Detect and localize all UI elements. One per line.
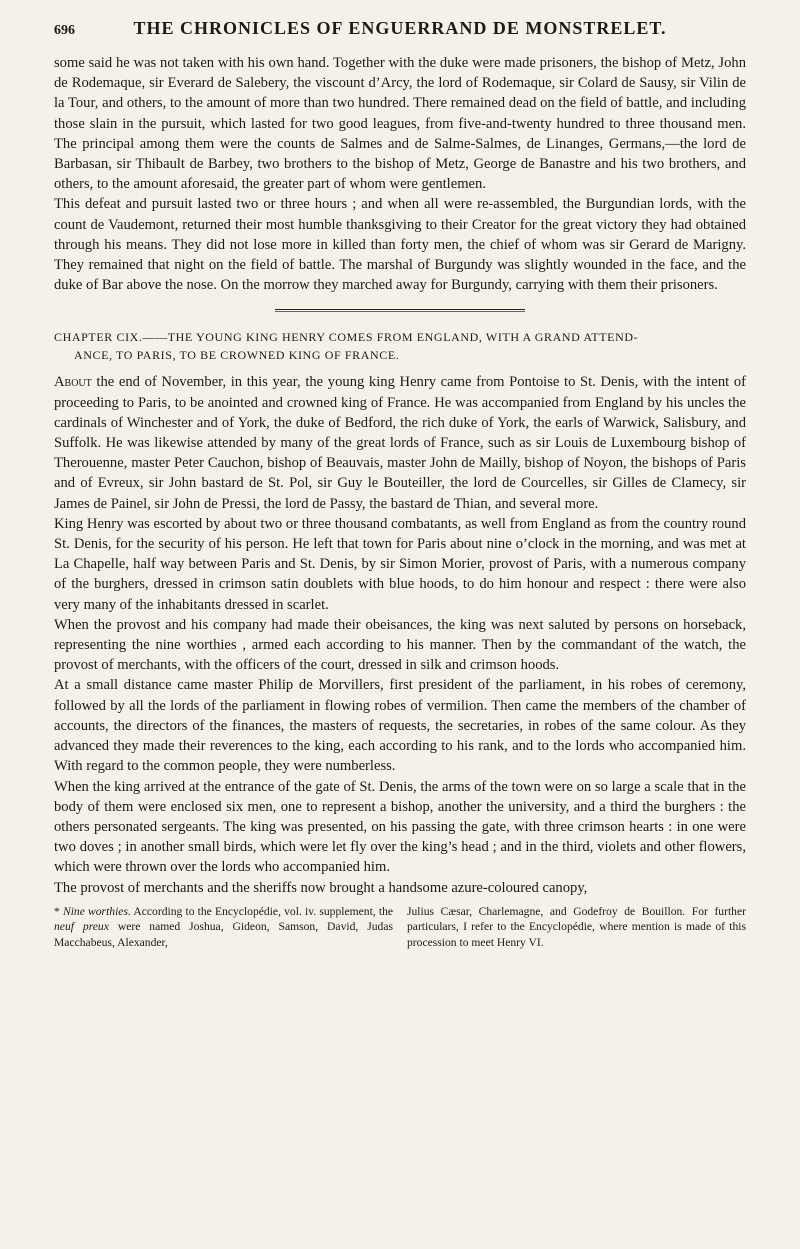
running-title: THE CHRONICLES OF ENGUERRAND DE MONSTRELET. xyxy=(133,18,667,38)
chapter-first-paragraph xyxy=(54,372,746,513)
page-header xyxy=(54,18,746,39)
paragraph: some said he was not taken with his own hand. Together with the duke were made prisoners, the bishop of Metz, John de Rodemaque, sir Everard de Salebery, the viscount d’Arcy, the lord of Rodemaque, sir Colard de Sausy, sir Vilin de la Tour, and others, to the amount of more than two hundred. There remained dead on the field of battle, and including those slain in the pursuit, which lasted for two good leagues, from five-and-twenty hundred to three thousand men. The principal among them were the counts de Salmes and de Salme-Salmes, de Linanges, Germans,—the lord de Barbasan, sir Thibault de Barbey, two brothers to the bishop of Metz, George de Banastre and his two brothers, and others, to the amount aforesaid, the greater part of whom were gentlemen. xyxy=(54,55,746,193)
page-number: 696 xyxy=(54,23,75,38)
paragraph: When the provost and his company had made their obeisances, the king was next saluted by persons on horseback, representing the nine worthies , armed each according to his manner. Then by the commandant of the watch, the provost of merchants, with the officers of the court, dressed in silk and crimson hoods. xyxy=(54,616,746,674)
footnote-marker: * xyxy=(54,904,63,918)
first-paragraph-text: the end of November, in this year, the young king Henry came from Pontoise to St. Denis, with the intent of proceeding to Paris, to be anointed and crowned king of France. He was accompanied from England by his uncles the cardinals of Winchester and of York, the duke of Bedford, the rich duke of York, the earls of Warwick, Salisbury, and Suffolk. He was likewise attended by many of the great lords of France, such as sir Louis de Luxembourg bishop of Therouenne, master Peter Cauchon, bishop of Beauvais, master John de Mailly, bishop of Noyon, the bishops of Paris and of Evreux, sir John bastard de St. Pol, sir Guy le Bouteiller, the lord de Courcelles, sir Gilles de Clamecy, sir James de Painel, sir John de Pressi, the lord de Passy, the bastard de Thian, and several more. xyxy=(54,374,746,512)
paragraph: When the king arrived at the entrance of the gate of St. Denis, the arms of the town were on so large a scale that in the body of them were enclosed six men, one to represent a bishop, another the university, and a third the burghers : the others personated sergeants. The king was presented, on his passing the gate, with three crimson hearts : in one were two doves ; in another small birds, which were let fly over the king’s head ; and in the third, violets and other flowers, which were thrown over the lords who accompanied him. xyxy=(54,778,746,876)
footnote-term: Nine worthies. xyxy=(62,904,131,918)
footnote-term-emphasis: neuf preux xyxy=(54,920,109,934)
footnote-column-1 xyxy=(54,904,393,951)
paragraph: The provost of merchants and the sheriffs now brought a handsome azure-coloured canopy, xyxy=(54,879,588,896)
chapter-heading-line1: CHAPTER CIX.——THE YOUNG KING HENRY COMES FROM ENGLAND, WITH A GRAND ATTEND- xyxy=(54,330,639,345)
footnote xyxy=(54,904,746,951)
lead-word: About xyxy=(54,374,92,391)
section-divider xyxy=(275,309,525,312)
chapter-heading xyxy=(54,328,746,364)
paragraph: At a small distance came master Philip de Morvillers, first president of the parliament, in his robes of ceremony, followed by all the lords of the parliament in flowing robes of vermilion. Then came the members of the chamber of accounts, the directors of the finances, the masters of requests, the secretaries, in robes of the same colour. As they advanced they made their reverences to the king, each according to his rank, and to the lords who accompanied him. With regard to the common people, they were numberless. xyxy=(54,677,746,775)
paragraph: This defeat and pursuit lasted two or three hours ; and when all were re-assembled, the Burgundian lords, with the count de Vaudemont, returned their most humble thanksgiving to their Creator for the great victory they had obtained through his means. They did not lose more in killed than forty men, the chief of whom was sir Gerard de Marigny. They remained that night on the field of battle. The marshal of Burgundy was slightly wounded in the face, and the duke of Bar above the nose. On the morrow they marched away for Burgundy, carrying with them their prisoners. xyxy=(54,196,746,294)
footnote-column-2: Julius Cæsar, Charlemagne, and Godefroy de Bouillon. For further particulars, I refer to the Encyclopédie, where mention is made of this procession to meet Henry VI. xyxy=(407,904,746,949)
paragraph: King Henry was escorted by about two or three thousand combatants, as well from England as from the country round St. Denis, for the security of his person. He left that town for Paris about nine o’clock in the morning, and was met at La Chapelle, half way between Paris and St. Denis, by sir Simon Morier, provost of Paris, with a numerous company of the burghers, dressed in crimson satin doublets with blue hoods, to do him honour and respect : there were also very many of the inhabitants dressed in scarlet. xyxy=(54,515,746,613)
footnote-text: were named Joshua, Gideon, Samson, David, Judas Macchabeus, Alexander, xyxy=(54,920,393,949)
chapter-heading-line2: ANCE, TO PARIS, TO BE CROWNED KING OF FRANCE. xyxy=(74,348,400,363)
footnote-text: According to the Encyclopédie, vol. iv. supplement, the xyxy=(130,904,394,918)
